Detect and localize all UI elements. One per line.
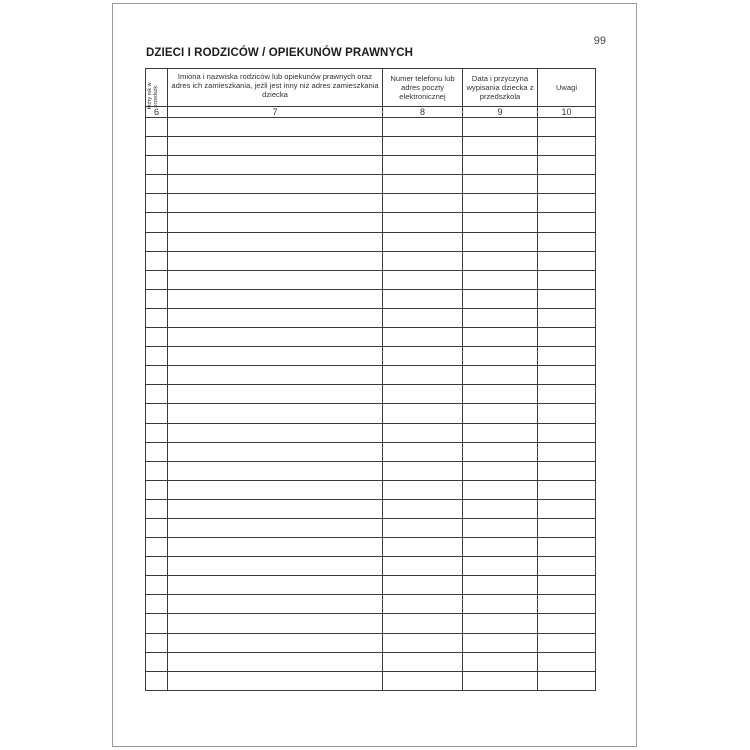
table-cell — [538, 671, 596, 690]
page-title: DZIECI I RODZICÓW / OPIEKUNÓW PRAWNYCH — [146, 47, 414, 59]
table-cell — [383, 480, 463, 499]
table-cell — [538, 175, 596, 194]
table-row — [146, 480, 596, 499]
table-cell — [538, 366, 596, 385]
table-cell — [168, 614, 383, 633]
table-cell — [383, 595, 463, 614]
table-cell — [146, 538, 168, 557]
table-row — [146, 347, 596, 366]
table-cell — [463, 404, 538, 423]
table-cell — [383, 633, 463, 652]
table-cell — [383, 671, 463, 690]
table-cell — [168, 652, 383, 671]
table-row — [146, 328, 596, 347]
table-cell — [146, 232, 168, 251]
table-cell — [538, 347, 596, 366]
table-cell — [383, 385, 463, 404]
table-cell — [383, 652, 463, 671]
table-cell — [146, 499, 168, 518]
table-cell — [146, 251, 168, 270]
table-cell — [168, 480, 383, 499]
page-number: 99 — [593, 35, 606, 47]
table-cell — [463, 538, 538, 557]
header-year-in-preschool: Który rok w przedszk. — [146, 69, 168, 107]
table-row — [146, 156, 596, 175]
table-cell — [168, 461, 383, 480]
table-cell — [168, 137, 383, 156]
table-cell — [538, 251, 596, 270]
column-number: 7 — [168, 107, 383, 118]
table-cell — [463, 156, 538, 175]
table-row — [146, 232, 596, 251]
table-cell — [146, 614, 168, 633]
table-cell — [168, 538, 383, 557]
table-cell — [463, 118, 538, 137]
table-cell — [146, 385, 168, 404]
header-parents-names-address: Imiona i nazwiska rodziców lub opiekunów prawnych oraz adres ich zamieszkania, jeżli jest inny niż adres zamieszkania dziecka — [168, 69, 383, 107]
table-cell — [168, 499, 383, 518]
table-cell — [383, 442, 463, 461]
table-cell — [383, 232, 463, 251]
table-cell — [538, 614, 596, 633]
table-cell — [168, 232, 383, 251]
table-row — [146, 385, 596, 404]
table-cell — [538, 270, 596, 289]
table-cell — [538, 538, 596, 557]
table-cell — [383, 308, 463, 327]
table-cell — [383, 366, 463, 385]
table-cell — [168, 308, 383, 327]
table-cell — [463, 308, 538, 327]
table-cell — [463, 671, 538, 690]
table-cell — [538, 633, 596, 652]
table-cell — [463, 251, 538, 270]
table-cell — [463, 480, 538, 499]
table-row — [146, 518, 596, 537]
table-cell — [146, 156, 168, 175]
table-cell — [463, 557, 538, 576]
table-cell — [168, 251, 383, 270]
table-cell — [146, 671, 168, 690]
table-cell — [463, 328, 538, 347]
table-cell — [168, 213, 383, 232]
table-cell — [383, 118, 463, 137]
table-cell — [463, 270, 538, 289]
table-cell — [168, 671, 383, 690]
table-cell — [538, 328, 596, 347]
table-cell — [146, 557, 168, 576]
table-cell — [463, 213, 538, 232]
table-cell — [146, 576, 168, 595]
table-row — [146, 538, 596, 557]
table-cell — [168, 194, 383, 213]
table-cell — [463, 595, 538, 614]
table-cell — [463, 347, 538, 366]
table-row — [146, 270, 596, 289]
table-cell — [463, 366, 538, 385]
header-discharge-date-reason: Data i przyczyna wypisania dziecka z przedszkola — [463, 69, 538, 107]
table-row — [146, 614, 596, 633]
table-cell — [146, 461, 168, 480]
table-cell — [168, 366, 383, 385]
table-cell — [463, 518, 538, 537]
header-phone-email: Numer telefonu lub adres poczty elektronicznej — [383, 69, 463, 107]
table-row — [146, 423, 596, 442]
table-cell — [146, 308, 168, 327]
table-cell — [168, 270, 383, 289]
table-cell — [383, 347, 463, 366]
table-cell — [538, 118, 596, 137]
table-cell — [538, 442, 596, 461]
table-cell — [538, 576, 596, 595]
table-row — [146, 118, 596, 137]
table-cell — [538, 557, 596, 576]
table-cell — [383, 137, 463, 156]
table-cell — [538, 232, 596, 251]
table-cell — [463, 232, 538, 251]
column-number: 8 — [383, 107, 463, 118]
table-cell — [463, 652, 538, 671]
table-row — [146, 194, 596, 213]
table-row — [146, 595, 596, 614]
table-cell — [146, 423, 168, 442]
table-row — [146, 671, 596, 690]
table-cell — [383, 538, 463, 557]
table-cell — [463, 175, 538, 194]
table-row — [146, 461, 596, 480]
table-cell — [146, 595, 168, 614]
table-cell — [146, 289, 168, 308]
table-cell — [168, 347, 383, 366]
column-number: 9 — [463, 107, 538, 118]
table-cell — [146, 480, 168, 499]
table-cell — [463, 576, 538, 595]
table-cell — [383, 156, 463, 175]
table-cell — [146, 213, 168, 232]
table-cell — [538, 308, 596, 327]
table-row — [146, 308, 596, 327]
table-cell — [463, 614, 538, 633]
table-cell — [463, 137, 538, 156]
table-cell — [146, 270, 168, 289]
table-cell — [383, 194, 463, 213]
register-table — [145, 68, 596, 691]
table-cell — [146, 137, 168, 156]
table-cell — [383, 251, 463, 270]
header-row — [146, 69, 596, 107]
table-cell — [168, 385, 383, 404]
table-cell — [538, 289, 596, 308]
table-row — [146, 442, 596, 461]
table-cell — [463, 499, 538, 518]
table-row — [146, 404, 596, 423]
table-row — [146, 633, 596, 652]
table-cell — [383, 404, 463, 423]
table-cell — [383, 518, 463, 537]
table-cell — [146, 518, 168, 537]
table-row — [146, 366, 596, 385]
table-row — [146, 137, 596, 156]
table-cell — [383, 423, 463, 442]
table-cell — [538, 461, 596, 480]
table-cell — [538, 194, 596, 213]
table-row — [146, 652, 596, 671]
table-cell — [168, 442, 383, 461]
table-cell — [383, 213, 463, 232]
table-cell — [538, 423, 596, 442]
table-cell — [383, 328, 463, 347]
table-cell — [168, 595, 383, 614]
table-cell — [383, 175, 463, 194]
table-cell — [538, 137, 596, 156]
table-cell — [383, 499, 463, 518]
table-row — [146, 175, 596, 194]
table-cell — [168, 175, 383, 194]
table-cell — [383, 576, 463, 595]
table-cell — [168, 289, 383, 308]
table-cell — [463, 194, 538, 213]
table-cell — [168, 404, 383, 423]
table-cell — [463, 633, 538, 652]
table-row — [146, 213, 596, 232]
table-cell — [463, 442, 538, 461]
table-cell — [538, 404, 596, 423]
table-cell — [146, 366, 168, 385]
table-cell — [538, 595, 596, 614]
table-cell — [168, 557, 383, 576]
table-cell — [463, 423, 538, 442]
table-cell — [168, 633, 383, 652]
table-cell — [168, 118, 383, 137]
table-cell — [383, 614, 463, 633]
table-cell — [463, 289, 538, 308]
table-cell — [538, 480, 596, 499]
table-cell — [463, 385, 538, 404]
table-cell — [383, 557, 463, 576]
column-number-row — [146, 107, 596, 118]
table-cell — [168, 576, 383, 595]
table-cell — [383, 270, 463, 289]
table-cell — [538, 499, 596, 518]
table-row — [146, 557, 596, 576]
table-cell — [146, 118, 168, 137]
table-cell — [146, 328, 168, 347]
table-cell — [168, 328, 383, 347]
table-cell — [383, 289, 463, 308]
table-row — [146, 289, 596, 308]
table-row — [146, 499, 596, 518]
table-cell — [383, 461, 463, 480]
table-cell — [146, 442, 168, 461]
table-cell — [146, 404, 168, 423]
table-row — [146, 251, 596, 270]
table-cell — [168, 518, 383, 537]
column-number: 10 — [538, 107, 596, 118]
table-cell — [538, 652, 596, 671]
table-cell — [463, 461, 538, 480]
table-cell — [168, 156, 383, 175]
table-cell — [146, 194, 168, 213]
table-cell — [146, 175, 168, 194]
header-remarks: Uwagi — [538, 69, 596, 107]
table-cell — [168, 423, 383, 442]
table-cell — [146, 652, 168, 671]
table-row — [146, 576, 596, 595]
register-body — [146, 118, 596, 691]
table-cell — [538, 213, 596, 232]
table-cell — [146, 347, 168, 366]
column-number: 6 — [146, 107, 168, 118]
table-cell — [538, 518, 596, 537]
table-cell — [146, 633, 168, 652]
table-cell — [538, 156, 596, 175]
table-cell — [538, 385, 596, 404]
